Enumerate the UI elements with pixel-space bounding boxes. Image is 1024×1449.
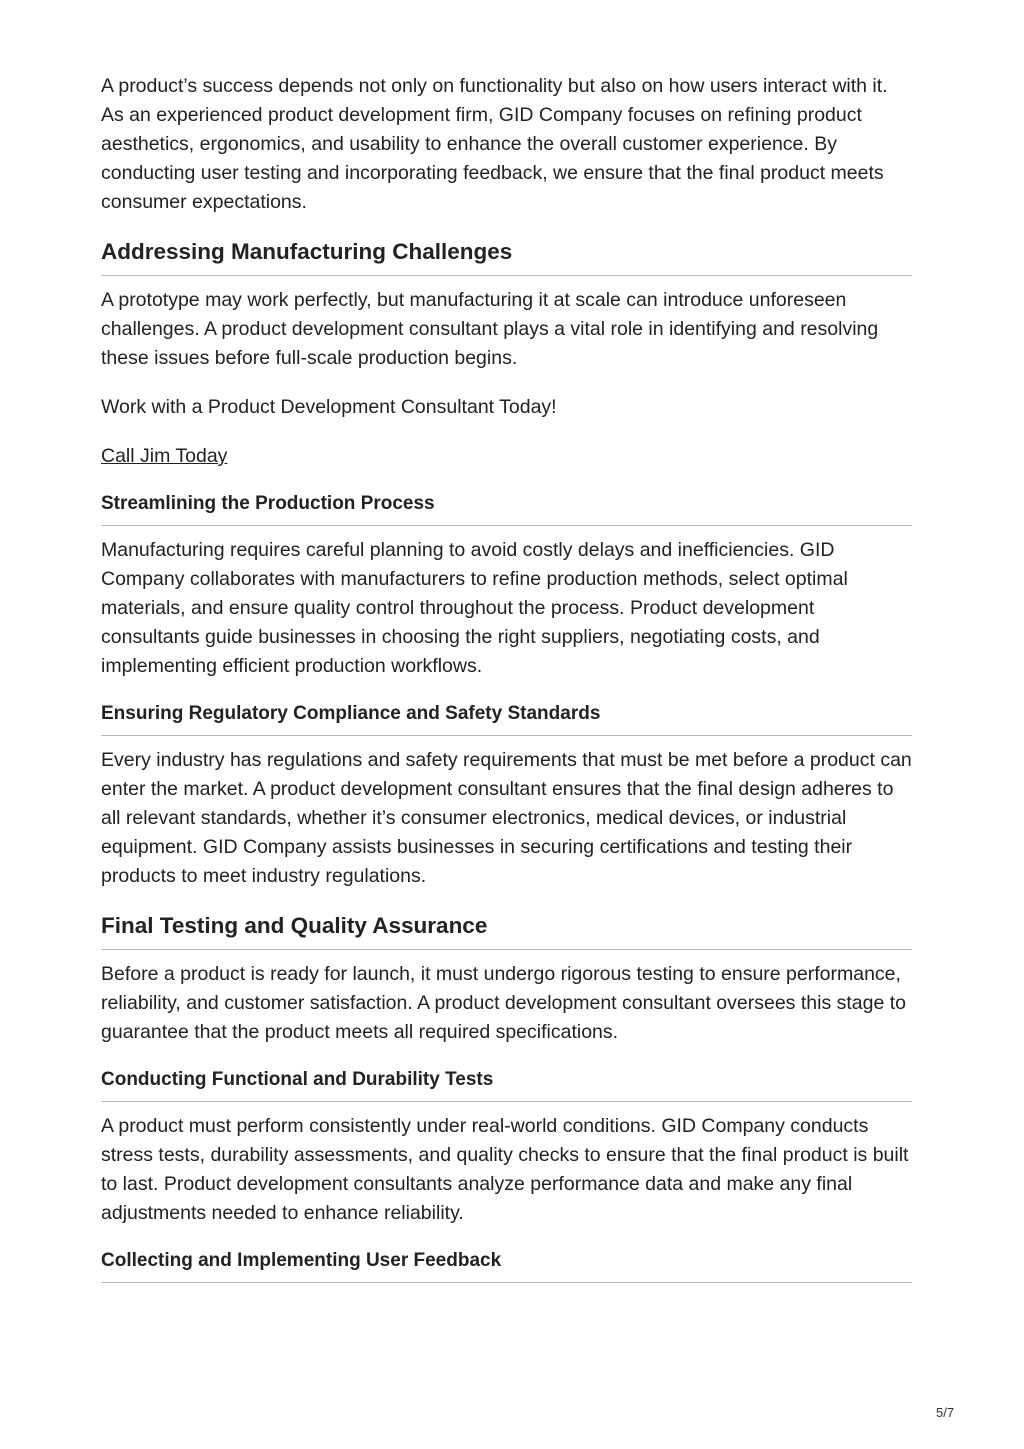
compliance-paragraph: Every industry has regulations and safety requirements that must be met before a product can enter the market. A product development consultant ensures that the final design adheres to all relevant standards, whether it’s consumer electronics, medical devices, or industrial equipment. GID Company assists businesses in securing certifications and testing their products to meet industry regulations. <box>101 749 912 887</box>
streamlining-heading: Streamlining the Production Process <box>101 491 912 526</box>
feedback-heading: Collecting and Implementing User Feedback <box>101 1248 912 1283</box>
call-link-wrapper <box>101 442 912 471</box>
intro-paragraph: A product’s success depends not only on functionality but also on how users interact with it. As an experienced product development firm, GID Company focuses on refining product aesthetics, ergonomics, and usability to enhance the overall customer experience. By conducting user testing and incorporating feedback, we ensure that the final product meets consumer expectations. <box>101 75 888 213</box>
streamlining-paragraph: Manufacturing requires careful planning to avoid costly delays and inefficiencies. GID Company collaborates with manufacturers to refine production methods, select optimal materials, and ensure quality control throughout the process. Product development consultants guide businesses in choosing the right suppliers, negotiating costs, and implementing efficient production workflows. <box>101 539 848 677</box>
durability-heading: Conducting Functional and Durability Tests <box>101 1067 912 1102</box>
consultant-cta-text: Work with a Product Development Consultant Today! <box>101 396 557 418</box>
durability-paragraph: A product must perform consistently under real-world conditions. GID Company conducts stress tests, durability assessments, and quality checks to ensure that the final product is built to last. Product development consultants analyze performance data and make any final adjustments needed to enhance reliability. <box>101 1115 909 1224</box>
testing-paragraph: Before a product is ready for launch, it must undergo rigorous testing to ensure performance, reliability, and customer satisfaction. A product development consultant oversees this stage to guarantee that the product meets all required specifications. <box>101 963 906 1043</box>
compliance-heading: Ensuring Regulatory Compliance and Safety Standards <box>101 701 912 736</box>
manufacturing-paragraph: A prototype may work perfectly, but manufacturing it at scale can introduce unforeseen challenges. A product development consultant plays a vital role in identifying and resolving these issues before full-scale production begins. <box>101 289 879 369</box>
page-number: 5/7 <box>936 1405 955 1420</box>
manufacturing-heading: Addressing Manufacturing Challenges <box>101 237 912 276</box>
document-content <box>101 72 912 1283</box>
call-jim-link[interactable]: Call Jim Today <box>101 445 228 467</box>
testing-heading: Final Testing and Quality Assurance <box>101 911 912 950</box>
